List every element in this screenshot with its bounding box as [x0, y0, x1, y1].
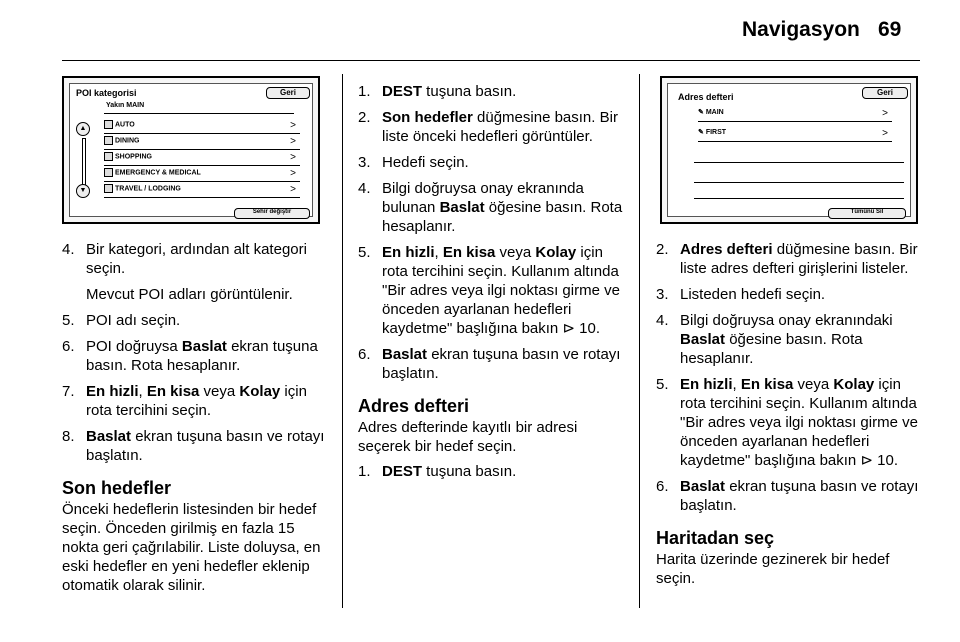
list-item-label: EMERGENCY & MEDICAL — [115, 169, 201, 177]
list-item-label: AUTO — [115, 121, 135, 129]
step-1: 1. DEST tuşuna basın. — [358, 83, 517, 100]
chevron-right-icon: > — [882, 128, 888, 139]
screen-subtitle: Yakın MAIN — [104, 102, 294, 114]
section-intro: Harita üzerinde gezinerek bir hedef seçin. — [656, 551, 890, 587]
list-item-label: FIRST — [705, 129, 727, 136]
step-4: 4. Bilgi doğruysa onay ekranında bulunan Baslat öğesine basın. Rota hesaplanır. — [358, 180, 623, 235]
category-icon — [104, 136, 113, 145]
column-1 — [62, 240, 330, 601]
empty-row — [694, 182, 904, 183]
list-item-label: TRAVEL / LODGING — [115, 185, 181, 193]
column-divider-1 — [342, 74, 343, 608]
section-intro: Önceki hedeflerin listesinden bir hedef seçin. Önceden girilmiş en fazla 15 nokta geri çağrılabilir. Liste doluysa, en eski hedefler en yeni hedefler eklenip otomatik olarak silinir. — [62, 501, 321, 594]
scroll-up-icon: ▲ — [76, 122, 90, 136]
delete-all-button: Tümünü Sil — [828, 208, 906, 219]
pin-icon: ✎ — [698, 129, 704, 136]
step-4: 4. Bilgi doğruysa onay ekranındaki Baslat öğesine basın. Rota hesaplanır. — [656, 312, 893, 367]
scroll-down-icon: ▼ — [76, 184, 90, 198]
list-item-label: DINING — [115, 137, 140, 145]
chevron-right-icon: > — [290, 152, 296, 163]
list-item — [104, 136, 300, 150]
address-book-screenshot — [660, 76, 918, 224]
chevron-right-icon: > — [290, 120, 296, 131]
step-1: 1. DEST tuşuna basın. — [358, 463, 517, 480]
category-icon — [104, 120, 113, 129]
change-city-button: Sehir değiştir — [234, 208, 310, 219]
section-intro: Adres defterinde kayıtlı bir adresi seçerek bir hedef seçin. — [358, 419, 578, 455]
step-4-note: Mevcut POI adları görüntülenir. — [86, 286, 293, 303]
page-number: 69 — [878, 18, 902, 41]
step-6: 6. POI doğruysa Baslat ekran tuşuna basın. Rota hesaplanır. — [62, 338, 318, 374]
list-item — [698, 108, 892, 122]
back-button: Geri — [862, 87, 908, 99]
category-icon — [104, 152, 113, 161]
list-item-label: MAIN — [705, 109, 724, 116]
empty-row — [694, 162, 904, 163]
step-5: 5. POI adı seçin. — [62, 312, 181, 329]
list-item — [104, 168, 300, 182]
chevron-right-icon: > — [290, 184, 296, 195]
step-7: 7. En hizli, En kisa veya Kolay için rota tercihini seçin. — [62, 383, 307, 419]
chevron-right-icon: > — [290, 168, 296, 179]
step-8: 8. Baslat ekran tuşuna basın ve rotayı başlatın. — [62, 428, 325, 464]
pin-icon: ✎ — [698, 109, 704, 116]
chevron-right-icon: > — [882, 108, 888, 119]
step-4: 4. Bir kategori, ardından alt kategori seçin. — [62, 241, 307, 277]
list-item — [104, 152, 300, 166]
column-2 — [358, 82, 626, 488]
step-2: 2. Son hedefler düğmesine basın. Bir liste önceki hedefleri görüntüler. — [358, 109, 618, 145]
step-3: 3. Listeden hedefi seçin. — [656, 286, 826, 303]
list-item — [698, 128, 892, 142]
column-3 — [656, 240, 924, 594]
page-reference-link[interactable]: ⊳ 10. — [562, 320, 601, 337]
scrollbar — [82, 138, 86, 188]
header-divider — [62, 60, 920, 61]
screen-title: Adres defteri — [678, 92, 734, 102]
page-reference-link[interactable]: ⊳ 10. — [860, 452, 899, 469]
empty-row — [694, 198, 904, 199]
step-6: 6. Baslat ekran tuşuna basın ve rotayı başlatın. — [656, 478, 919, 514]
section-heading-address-book: Adres defteri — [358, 396, 470, 416]
section-heading-map-select: Haritadan seç — [656, 528, 775, 548]
list-item-label: SHOPPING — [115, 153, 152, 161]
category-icon — [104, 184, 113, 193]
list-item — [104, 120, 300, 134]
page-header-title: Navigasyon — [742, 18, 860, 41]
column-divider-2 — [639, 74, 640, 608]
category-icon — [104, 168, 113, 177]
back-button: Geri — [266, 87, 310, 99]
step-5: 5. En hizli, En kisa veya Kolay için rota tercihini seçin. Kullanım altında "Bir adres veya ilgi noktası girme ve önceden ayarlanan hedefleri kaydetme" başlığına bakın ⊳ 10. — [656, 376, 918, 469]
step-6: 6. Baslat ekran tuşuna basın ve rotayı başlatın. — [358, 346, 621, 382]
chevron-right-icon: > — [290, 136, 296, 147]
step-3: 3. Hedefi seçin. — [358, 154, 469, 171]
step-2: 2. Adres defteri düğmesine basın. Bir liste adres defteri girişlerini listeler. — [656, 241, 918, 277]
list-item — [104, 184, 300, 198]
poi-category-screenshot — [62, 76, 320, 224]
screen-title: POI kategorisi — [76, 88, 137, 98]
step-5: 5. En hizli, En kisa veya Kolay için rota tercihini seçin. Kullanım altında "Bir adres veya ilgi noktası girme ve önceden ayarlanan hedefleri kaydetme" başlığına bakın ⊳ 10. — [358, 244, 620, 337]
section-heading-recent: Son hedefler — [62, 478, 172, 498]
